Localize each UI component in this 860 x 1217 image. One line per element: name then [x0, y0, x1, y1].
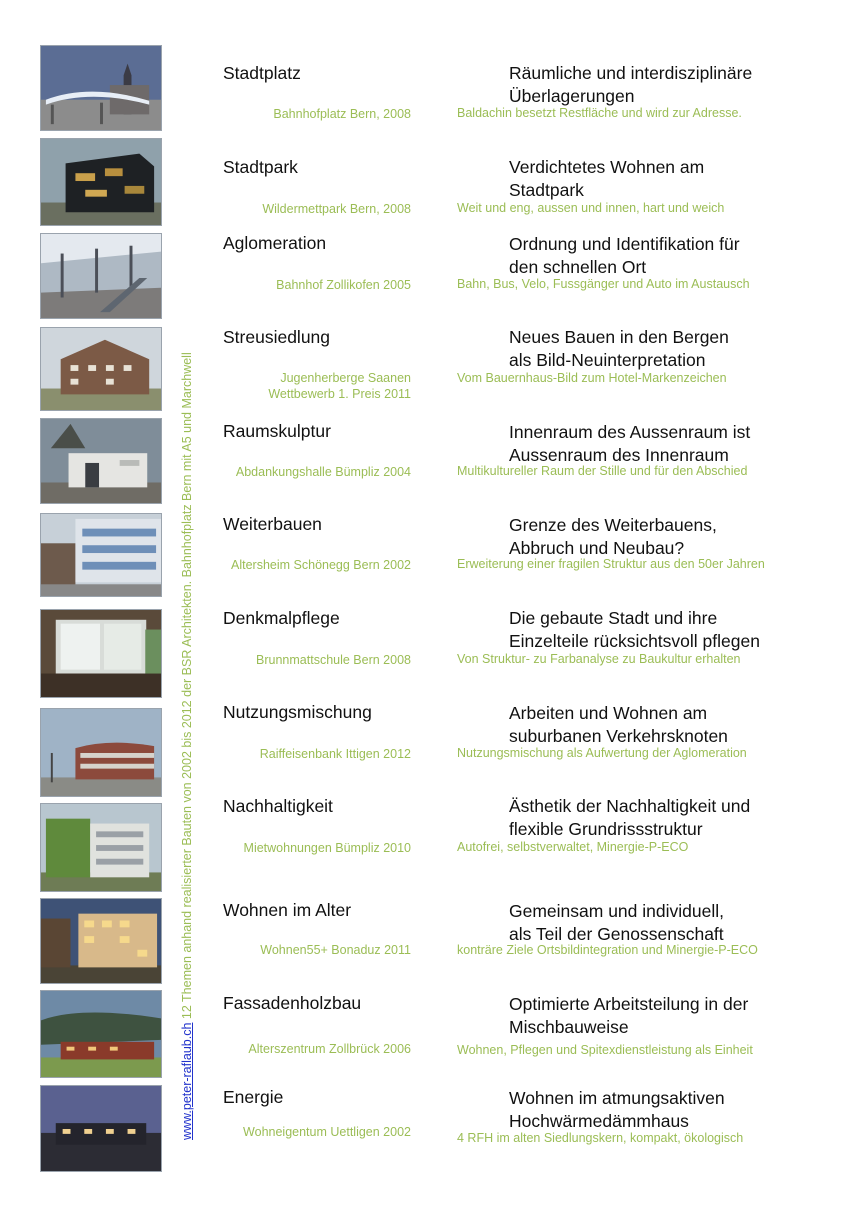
project-name: Raiffeisenbank Ittigen 2012 [259, 747, 411, 761]
headline-line: Wohnen im atmungsaktiven [509, 1088, 725, 1108]
project-line: Wettbewerb 1. Preis 2011 [268, 387, 411, 401]
project-name: Wohneigentum Uettligen 2002 [243, 1125, 411, 1139]
description: Von Struktur- zu Farbanalyse zu Baukultur erhalten [457, 652, 741, 666]
headline-line: Einzelteile rücksichtsvoll pflegen [509, 631, 760, 651]
photo-fassadenholzbau [40, 990, 162, 1078]
project-line: Jugenherberge Saanen [280, 371, 411, 385]
headline [509, 795, 839, 841]
photo-weiterbauen [40, 513, 162, 597]
headline [509, 62, 839, 108]
project-name: Mietwohnungen Bümpliz 2010 [243, 841, 411, 855]
headline-line: Ordnung und Identifikation für [509, 234, 740, 254]
project-name: Wohnen55+ Bonaduz 2011 [260, 943, 411, 957]
sidebar-caption: 12 Themen anhand realisierter Bauten von 2002 bis 2012 der BSR Architekten. Bahnhofplatz Bern mit A5 und Marchwell [180, 352, 194, 1023]
headline-line: Hochwärmedämmhaus [509, 1111, 689, 1131]
headline [509, 993, 839, 1039]
website-link[interactable]: www.peter-raflaub.ch [180, 1022, 194, 1140]
description: Multikultureller Raum der Stille und für den Abschied [457, 464, 748, 478]
headline-line: flexible Grundrissstruktur [509, 819, 703, 839]
headline-line: Ästhetik der Nachhaltigkeit und [509, 796, 751, 816]
headline-line: Abbruch und Neubau? [509, 538, 685, 558]
headline [509, 326, 839, 372]
description: Nutzungsmischung als Aufwertung der Aglomeration [457, 746, 747, 760]
headline [509, 514, 839, 560]
project-name [181, 370, 411, 402]
photo-nachhaltigkeit [40, 803, 162, 892]
description: 4 RFH im alten Siedlungskern, kompakt, ökologisch [457, 1131, 744, 1145]
description: Bahn, Bus, Velo, Fussgänger und Auto im Austausch [457, 277, 750, 291]
headline-line: Optimierte Arbeitsteilung in der [509, 994, 749, 1014]
photo-nutzungsmischung [40, 708, 162, 797]
headline [509, 421, 839, 467]
description: Autofrei, selbstverwaltet, Minergie-P-ECO [457, 840, 689, 854]
headline-line: Innenraum des Aussenraum ist [509, 422, 751, 442]
headline-line: Gemeinsam und individuell, [509, 901, 724, 921]
headline [509, 607, 839, 653]
headline-line: Überlagerungen [509, 86, 635, 106]
description: Weit und eng, aussen und innen, hart und weich [457, 201, 725, 215]
headline-line: den schnellen Ort [509, 257, 647, 277]
theme-title: Stadtpark [223, 157, 298, 177]
photo-wohnen-im-alter [40, 898, 162, 984]
headline-line: Grenze des Weiterbauens, [509, 515, 717, 535]
photo-stadtpark [40, 138, 162, 226]
project-name: Brunnmattschule Bern 2008 [256, 653, 411, 667]
photo-energie [40, 1085, 162, 1172]
headline-line: Die gebaute Stadt und ihre [509, 608, 718, 628]
theme-title: Aglomeration [223, 233, 327, 253]
theme-title: Wohnen im Alter [223, 900, 352, 920]
theme-title: Raumskulptur [223, 421, 331, 441]
headline [509, 1087, 839, 1133]
project-name: Wildermettpark Bern, 2008 [262, 202, 411, 216]
theme-title: Streusiedlung [223, 327, 331, 347]
headline-line: als Bild-Neuinterpretation [509, 350, 706, 370]
headline-line: Aussenraum des Innenraum [509, 445, 729, 465]
theme-title: Weiterbauen [223, 514, 322, 534]
project-name: Altersheim Schönegg Bern 2002 [231, 558, 411, 572]
headline [509, 702, 839, 748]
theme-title: Nachhaltigkeit [223, 796, 333, 816]
headline-line: Arbeiten und Wohnen am [509, 703, 708, 723]
photo-streusiedlung [40, 327, 162, 411]
headline-line: als Teil der Genossenschaft [509, 924, 724, 944]
headline [509, 233, 839, 279]
headline-line: Neues Bauen in den Bergen [509, 327, 729, 347]
theme-title: Nutzungsmischung [223, 702, 372, 722]
headline-line: suburbanen Verkehrsknoten [509, 726, 728, 746]
theme-title: Stadtplatz [223, 63, 301, 83]
headline-line: Mischbauweise [509, 1017, 629, 1037]
theme-title: Fassadenholzbau [223, 993, 362, 1013]
project-name: Bahnhofplatz Bern, 2008 [273, 107, 411, 121]
photo-denkmalpflege [40, 609, 162, 698]
description: Erweiterung einer fragilen Struktur aus den 50er Jahren [457, 557, 765, 571]
description: Vom Bauernhaus-Bild zum Hotel-Markenzeichen [457, 371, 727, 385]
sidebar-vertical-text [180, 300, 194, 1140]
headline [509, 900, 839, 946]
description: Baldachin besetzt Restfläche und wird zur Adresse. [457, 106, 742, 120]
photo-aglomeration [40, 233, 162, 319]
project-name: Alterszentrum Zollbrück 2006 [248, 1042, 411, 1056]
photo-stadtplatz [40, 45, 162, 131]
description: konträre Ziele Ortsbildintegration und Minergie-P-ECO [457, 943, 758, 957]
photo-raumskulptur [40, 418, 162, 504]
theme-title: Denkmalpflege [223, 608, 340, 628]
theme-title: Energie [223, 1087, 284, 1107]
headline-line: Verdichtetes Wohnen am [509, 157, 705, 177]
headline [509, 156, 839, 202]
project-name: Abdankungshalle Bümpliz 2004 [235, 465, 411, 479]
project-name: Bahnhof Zollikofen 2005 [276, 278, 411, 292]
headline-line: Stadtpark [509, 180, 584, 200]
description: Wohnen, Pflegen und Spitexdienstleistung als Einheit [457, 1043, 753, 1057]
headline-line: Räumliche und interdisziplinäre [509, 63, 753, 83]
